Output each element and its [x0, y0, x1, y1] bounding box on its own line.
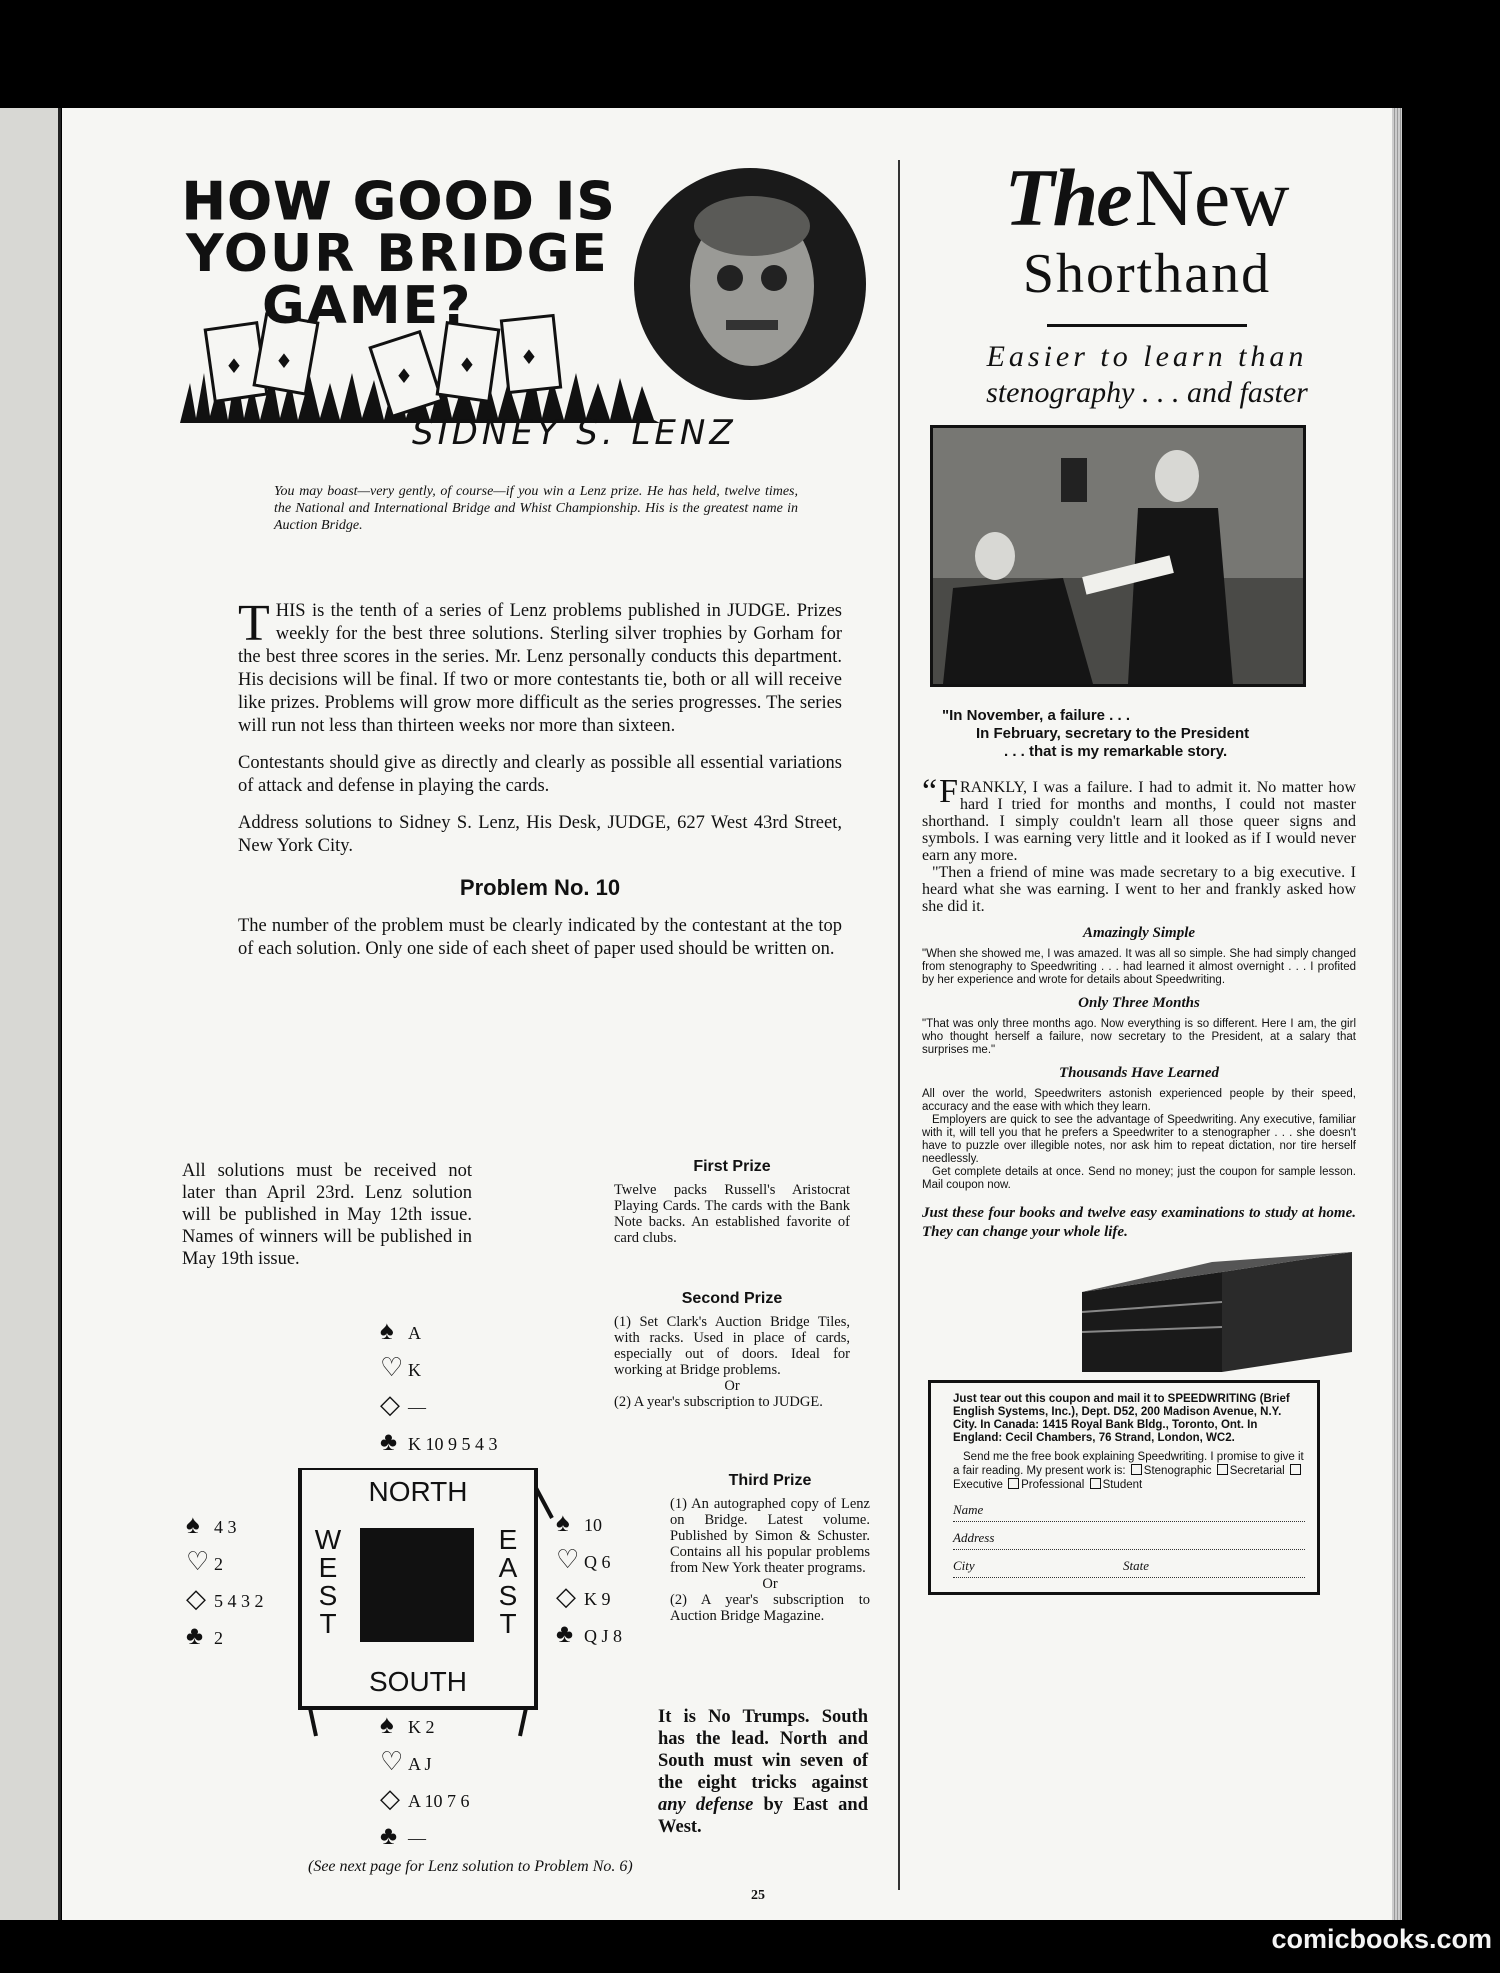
- contract-text: [658, 1706, 868, 1838]
- svg-text:♦: ♦: [395, 364, 413, 388]
- ad-title-new: New: [1134, 152, 1290, 243]
- south-clubs: —: [408, 1828, 426, 1848]
- north-spades: A: [408, 1323, 421, 1343]
- headline-line3: GAME?: [262, 276, 473, 336]
- club-icon: ♣: [380, 1821, 398, 1850]
- state-field-label: State: [1123, 1558, 1153, 1574]
- city-field-label: City: [953, 1558, 979, 1573]
- address-field-label: Address: [953, 1530, 998, 1545]
- third-prize-text: (1) An autographed copy of Lenz on Bridge. Latest volume. Published by Simon & Schuster. Contains all his popular problems from New York theater programs.: [670, 1496, 870, 1576]
- article-deck: You may boast—very gently, of course—if you win a Lenz prize. He has held, twelve times, the National and International Bridge and Whist Championship. His is the greatest name in Auction Bridge.: [274, 484, 798, 533]
- svg-text:♦: ♦: [225, 354, 243, 378]
- second-prize-text: (1) Set Clark's Auction Bridge Tiles, with racks. Used in place of cards, especially out of doors. Ideal for working at Bridge problems.: [614, 1314, 850, 1378]
- contract-text-c: by East and West.: [658, 1795, 868, 1837]
- club-icon: ♣: [556, 1619, 574, 1648]
- third-prize-heading: Third Prize: [728, 1472, 812, 1489]
- ad-pull-quote: [942, 707, 1372, 761]
- ad-section-1: "When she showed me, I was amazed. It was all so simple. She had simply changed from stenography to Speedwriting . . . had learned it almost overnight . . . I profited by her experience and wrote for details about Speedwriting.: [922, 948, 1356, 986]
- first-prize: [614, 1158, 850, 1246]
- option-student: Student: [1102, 1479, 1143, 1491]
- ad-dropcap: F: [939, 773, 959, 810]
- coupon-request: [953, 1451, 1305, 1492]
- club-icon: ♣: [186, 1621, 204, 1650]
- page-gutter: [58, 108, 61, 1920]
- second-prize-heading: Second Prize: [681, 1290, 783, 1307]
- ad-heading-2: Only Three Months: [1078, 995, 1200, 1011]
- club-icon: ♣: [380, 1427, 398, 1456]
- west-hand: [186, 1510, 264, 1658]
- option-executive: Executive: [953, 1479, 1003, 1491]
- portrait-photo-icon: [634, 168, 866, 400]
- ad-pull-1: "In November, a failure . . .: [942, 707, 1131, 724]
- south-hearts: A J: [408, 1754, 432, 1774]
- prize-list: [614, 1158, 850, 1450]
- svg-text:♦: ♦: [275, 349, 293, 373]
- address-field[interactable]: [953, 1530, 1305, 1558]
- heart-icon: ♡: [380, 1353, 404, 1382]
- ad-section-5: Get complete details at once. Send no money; just the coupon for sample lesson. Mail coupon now.: [922, 1166, 1356, 1191]
- ad-coupon[interactable]: [928, 1380, 1320, 1595]
- west-letter-t: T: [319, 1608, 337, 1639]
- ad-body: [922, 773, 1356, 1192]
- name-field-label: Name: [953, 1502, 987, 1517]
- east-spades: 10: [584, 1515, 602, 1535]
- byline: SIDNEY S. LENZ: [412, 413, 737, 453]
- coupon-request-text: Send me the free book explaining Speedwriting. I promise to give it a fair reading. My present work is:: [953, 1451, 1304, 1477]
- west-clubs: 2: [214, 1628, 223, 1648]
- ad-title-the: The: [1004, 152, 1131, 243]
- option-stenographic: Stenographic: [1143, 1465, 1212, 1477]
- ad-photo-icon: [933, 428, 1303, 684]
- north-diamonds: —: [408, 1397, 426, 1417]
- north-clubs: K 10 9 5 4 3: [408, 1434, 498, 1454]
- second-prize-alt: (2) A year's subscription to JUDGE.: [614, 1394, 823, 1410]
- ad-books-block: [922, 1204, 1372, 1374]
- east-letter-t: T: [499, 1608, 517, 1639]
- south-spades: K 2: [408, 1717, 435, 1737]
- ad-title-rule: [1047, 324, 1247, 327]
- page-stack-edge: [1392, 108, 1402, 1920]
- east-letter-s: S: [498, 1580, 518, 1611]
- checkbox-professional[interactable]: [1008, 1478, 1019, 1489]
- ad-section-3: All over the world, Speedwriters astonish experienced people by their speed, accuracy and the ease with which they learn.: [922, 1088, 1356, 1113]
- svg-text:♦: ♦: [458, 353, 476, 377]
- west-hearts: 2: [214, 1554, 223, 1574]
- paragraph-address: Address solutions to Sidney S. Lenz, His Desk, JUDGE, 627 West 43rd Street, New York City.: [238, 813, 842, 856]
- diamond-icon: ◇: [556, 1582, 576, 1611]
- spade-icon: ♠: [380, 1710, 394, 1739]
- table-east-label: [494, 1526, 522, 1638]
- first-prize-text: Twelve packs Russell's Aristocrat Playing Cards. The cards with the Bank Note backs. An established favorite of card clubs.: [614, 1182, 850, 1246]
- table-north-label: NORTH: [368, 1476, 468, 1507]
- south-hand: [380, 1710, 470, 1858]
- headline-art: [180, 168, 700, 438]
- east-hearts: Q 6: [584, 1552, 611, 1572]
- heart-icon: ♡: [186, 1547, 210, 1576]
- diamond-icon: ◇: [380, 1390, 400, 1419]
- name-field[interactable]: [953, 1502, 1305, 1530]
- east-letter-a: A: [498, 1552, 518, 1583]
- option-professional: Professional: [1021, 1479, 1085, 1491]
- north-hand: [380, 1316, 498, 1464]
- facing-page-edge: [0, 108, 60, 1920]
- third-prize-or: Or: [762, 1576, 778, 1592]
- paragraph-intro: HIS is the tenth of a series of Lenz problems published in JUDGE. Prizes weekly for the best three solutions. Sterling silver trophies by Gorham for the best three scores in the series. Mr. Lenz personally conducts this department. His decisions will be final. If two or more contestants tie, both or all will receive like prizes. Problems will grow more difficult as the series progresses. The series will run not less than thirteen weeks nor more than sixteen.: [238, 601, 842, 736]
- third-prize-alt: (2) A year's subscription to Auction Bridge Magazine.: [670, 1592, 870, 1624]
- paragraph-variations: Contestants should give as directly and clearly as possible all essential variations of attack and defense in playing the cards.: [238, 753, 842, 796]
- west-spades: 4 3: [214, 1517, 237, 1537]
- ad-subtitle-1: Easier to learn than: [986, 340, 1308, 373]
- ad-books-text: Just these four books and twelve easy examinations to study at home. They can change your whole life.: [922, 1205, 1356, 1240]
- contract-text-b: any defense: [658, 1795, 754, 1815]
- spade-icon: ♠: [556, 1508, 570, 1537]
- watermark: comicbooks.com: [1271, 1924, 1492, 1954]
- diamond-icon: ◇: [380, 1784, 400, 1813]
- ad-heading-3: Thousands Have Learned: [1058, 1065, 1219, 1081]
- svg-text:♦: ♦: [520, 345, 538, 369]
- ad-body-1: “ F RANKLY, I was a failure. I had to admit it. No matter how hard I tried for months and months, I could not master shorthand. I simply couldn't learn all those queer signs and symbols. I was earning very little and it looked as if I would never earn any more.: [922, 773, 1356, 864]
- east-diamonds: K 9: [584, 1589, 611, 1609]
- column-rule: [898, 160, 900, 1890]
- page-number: 25: [751, 1888, 765, 1903]
- ad-subtitle-2: stenography . . . and faster: [986, 376, 1308, 409]
- magazine-page: [62, 108, 1402, 1920]
- paragraph-rules: The number of the problem must be clearly indicated by the contestant at the top of each solution. Only one side of each sheet of paper used should be written on.: [238, 916, 842, 959]
- table-west-label: [314, 1526, 342, 1638]
- ad-body-1-text: RANKLY, I was a failure. I had to admit it. No matter how hard I tried for months and months, I could not master shorthand. I simply couldn't learn all those queer signs and symbols. I was earning very little and it looked as if I would never earn any more.: [922, 779, 1356, 864]
- ad-section-2: "That was only three months ago. Now everything is so different. Here I am, the girl who thought herself a failure, now secretary to the President, at a salary that surprises me.": [922, 1018, 1356, 1056]
- west-letter-w: W: [314, 1524, 342, 1555]
- checkbox-secretarial[interactable]: [1217, 1464, 1228, 1475]
- table-south-label: SOUTH: [369, 1666, 467, 1697]
- first-prize-heading: First Prize: [693, 1158, 771, 1175]
- north-hearts: K: [408, 1360, 421, 1380]
- spade-icon: ♠: [380, 1316, 394, 1345]
- book-set-icon: [1072, 1232, 1372, 1372]
- deadline-notice: All solutions must be received not later than April 23rd. Lenz solution will be published in May 12th issue. Names of winners will be published in May 19th issue.: [182, 1161, 472, 1269]
- second-prize-or: Or: [724, 1378, 740, 1394]
- second-prize: [614, 1290, 850, 1410]
- diamond-icon: ◇: [186, 1584, 206, 1613]
- bridge-table: [300, 1468, 536, 1708]
- west-diamonds: 5 4 3 2: [214, 1591, 264, 1611]
- spade-icon: ♠: [186, 1510, 200, 1539]
- article-body: [238, 595, 842, 961]
- ad-section-4: Employers are quick to see the advantage of Speedwriting. Any executive, familiar with it, will tell you that he prefers a Speedwriter to a stenographer . . . she doesn't have to puzzle over illegible notes, nor ask him to repeat dictation, nor tire herself needlessly.: [922, 1114, 1356, 1165]
- checkbox-student[interactable]: [1090, 1478, 1101, 1489]
- checkbox-executive[interactable]: [1290, 1464, 1301, 1475]
- headline-line1: HOW GOOD IS: [182, 172, 617, 232]
- drop-cap: T: [238, 595, 270, 652]
- ad-title: [922, 152, 1372, 243]
- problem-title: Problem No. 10: [459, 875, 621, 900]
- ad-pull-3: . . . that is my remarkable story.: [1004, 743, 1228, 760]
- coupon-address: Just tear out this coupon and mail it to SPEEDWRITING (Brief English Systems, Inc.), Dept. D52, 200 Madison Avenue, N.Y. City. In Canada: 1415 Royal Bank Bldg., Toronto, Ont. In England: Cecil Chambers, 76 Strand, London, WC2.: [953, 1393, 1290, 1444]
- third-prize: [670, 1472, 870, 1624]
- south-diamonds: A 10 7 6: [408, 1791, 470, 1811]
- ad-heading-1: Amazingly Simple: [1082, 925, 1196, 941]
- checkbox-stenographic[interactable]: [1131, 1464, 1142, 1475]
- ad-photo: [930, 425, 1306, 687]
- option-secretarial: Secretarial: [1229, 1465, 1285, 1477]
- east-letter-e: E: [498, 1524, 518, 1555]
- headline-line2: YOUR BRIDGE: [186, 224, 609, 284]
- east-hand: [556, 1508, 622, 1656]
- ad-title-shorthand: Shorthand: [1022, 243, 1272, 305]
- author-portrait: [634, 168, 866, 400]
- ad-body-2: "Then a friend of mine was made secretary to a big executive. I heard what she was earning. I went to her and frankly asked how she did it.: [922, 864, 1356, 915]
- city-state-field[interactable]: [953, 1558, 1305, 1586]
- east-clubs: Q J 8: [584, 1626, 623, 1646]
- heart-icon: ♡: [380, 1747, 404, 1776]
- footnote: (See next page for Lenz solution to Problem No. 6): [308, 1858, 633, 1875]
- heart-icon: ♡: [556, 1545, 580, 1574]
- west-letter-e: E: [318, 1552, 338, 1583]
- ad-pull-2: In February, secretary to the President: [976, 725, 1250, 742]
- contract-text-a: It is No Trumps. South has the lead. North and South must win seven of the eight tricks against: [658, 1707, 868, 1793]
- advertisement: [922, 152, 1372, 1595]
- west-letter-s: S: [318, 1580, 338, 1611]
